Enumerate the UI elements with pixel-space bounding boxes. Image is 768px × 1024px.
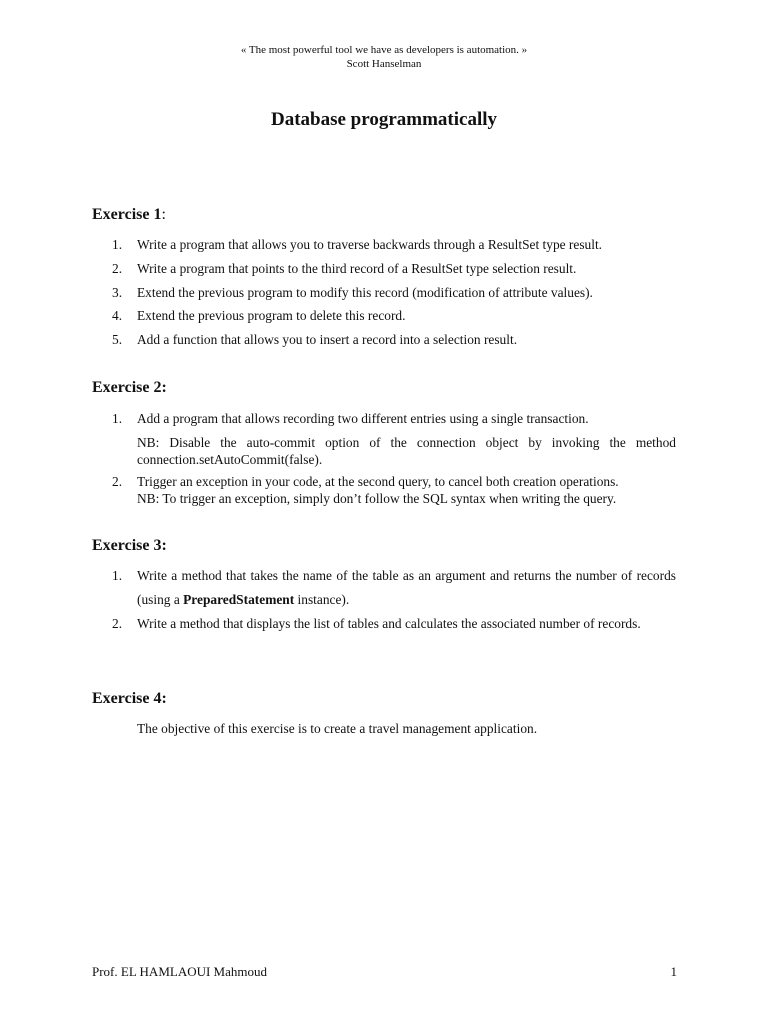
list-item-text bbox=[137, 564, 676, 612]
epigraph bbox=[0, 43, 768, 71]
list-item-note: NB: Disable the auto-commit option of the connection object by invoking the method connection.setAutoCommit(false). bbox=[137, 435, 676, 467]
exercise-3-item bbox=[92, 612, 676, 636]
list-item-body bbox=[137, 473, 676, 507]
list-item-text: Extend the previous program to delete this record. bbox=[137, 308, 406, 323]
list-number: 1. bbox=[112, 237, 123, 252]
list-item-text: Write a program that points to the third record of a ResultSet type selection result. bbox=[137, 261, 577, 276]
list-item-text: Write a program that allows you to traverse backwards through a ResultSet type result. bbox=[137, 237, 603, 252]
prepared-statement-term: PreparedStatement bbox=[183, 592, 295, 607]
exercise-4-description: The objective of this exercise is to create a travel management application. bbox=[137, 721, 538, 736]
list-number: 2. bbox=[112, 474, 123, 489]
exercise-1-item bbox=[92, 331, 676, 348]
exercise-1-heading-colon: : bbox=[161, 206, 166, 223]
list-item-note: NB: To trigger an exception, simply don’t follow the SQL syntax when writing the query. bbox=[137, 491, 617, 506]
exercise-1-item bbox=[92, 236, 676, 253]
exercise-3-heading: Exercise 3: bbox=[92, 537, 167, 554]
list-item-text-start: Write a method that takes the name of the table as an argument and returns the number of records (using a bbox=[137, 568, 676, 607]
exercise-2-item bbox=[92, 473, 676, 507]
exercise-1-heading-text: Exercise 1 bbox=[92, 206, 162, 223]
list-item-text: Write a method that displays the list of tables and calculates the associated number of records. bbox=[137, 616, 641, 631]
list-number: 4. bbox=[112, 308, 123, 323]
list-item-text: Extend the previous program to modify this record (modification of attribute values). bbox=[137, 285, 593, 300]
page-number: 1 bbox=[670, 964, 677, 979]
exercise-1-item bbox=[92, 260, 676, 277]
list-number: 1. bbox=[112, 568, 123, 583]
list-item-text: Add a program that allows recording two different entries using a single transaction. bbox=[137, 411, 589, 426]
exercise-1-heading bbox=[92, 205, 166, 225]
page-title: Database programmatically bbox=[270, 109, 498, 130]
epigraph-quote: « The most powerful tool we have as developers is automation. » bbox=[240, 44, 528, 56]
list-number: 2. bbox=[112, 261, 123, 276]
exercise-1-item bbox=[92, 284, 676, 301]
list-item-body bbox=[137, 410, 676, 468]
list-number: 2. bbox=[112, 616, 123, 631]
exercise-2-heading: Exercise 2: bbox=[92, 379, 167, 396]
list-number: 5. bbox=[112, 332, 123, 347]
exercise-2-item bbox=[92, 410, 676, 468]
list-number: 1. bbox=[112, 411, 123, 426]
list-item-text: Trigger an exception in your code, at the second query, to cancel both creation operations. bbox=[137, 474, 619, 489]
exercise-1-item bbox=[92, 307, 676, 324]
footer-author: Prof. EL HAMLAOUI Mahmoud bbox=[92, 964, 267, 979]
epigraph-author: Scott Hanselman bbox=[346, 58, 422, 70]
list-number: 3. bbox=[112, 285, 123, 300]
exercise-4-heading: Exercise 4: bbox=[92, 690, 167, 707]
list-item-text-end: instance). bbox=[294, 592, 350, 607]
exercise-3-item bbox=[92, 564, 676, 612]
list-item-text: Add a function that allows you to insert a record into a selection result. bbox=[137, 332, 518, 347]
